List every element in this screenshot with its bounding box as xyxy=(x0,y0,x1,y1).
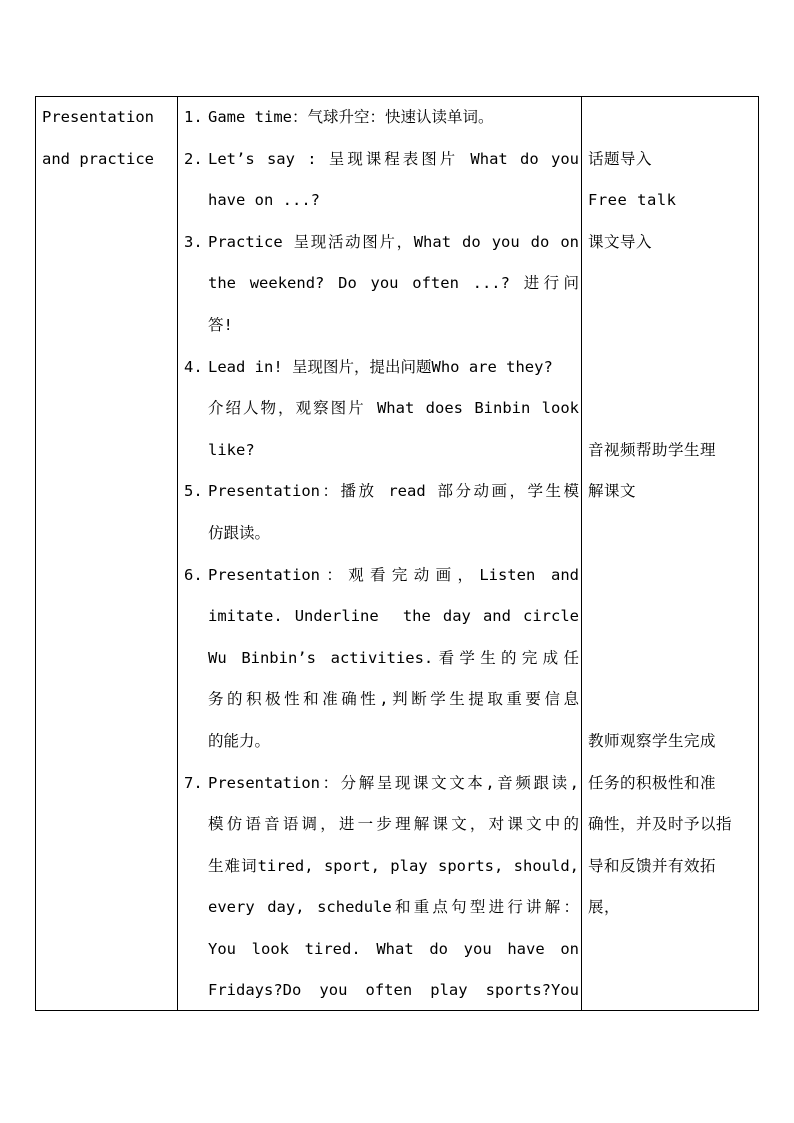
item-text-line: the weekend? Do you often ...? 进行问 xyxy=(208,274,579,293)
item-text-line: 模仿语音语调，进一步理解课文，对课文中的 xyxy=(208,815,579,834)
item-text-line: 务的积极性和准确性,判断学生提取重要信息 xyxy=(208,690,579,709)
purpose-line: 课文导入 xyxy=(588,232,653,251)
item-text-line: Game time：气球升空：快速认读单词。 xyxy=(208,108,494,126)
purpose-line: 导和反馈并有效拓 xyxy=(588,856,717,875)
activity-column xyxy=(184,97,579,1012)
item-text-line: Practice 呈现活动图片，What do you do on xyxy=(208,232,579,251)
activity-item xyxy=(184,763,579,1013)
purpose-line: Free talk xyxy=(588,191,677,210)
item-text-line: You look tired. What do you have on xyxy=(208,939,579,958)
purpose-column xyxy=(588,97,756,929)
item-number: 6. xyxy=(184,565,203,584)
item-text-line: 生难词tired, sport, play sports, should, xyxy=(208,856,579,875)
item-text-line: Wu Binbin’s activities.看学生的完成任 xyxy=(208,648,579,667)
item-text-line: imitate. Underline the day and circle xyxy=(208,607,579,626)
purpose-line: 任务的积极性和准 xyxy=(588,773,717,792)
purpose-line xyxy=(588,596,756,638)
activity-item xyxy=(184,471,579,554)
purpose-line xyxy=(588,679,756,721)
item-text-line: every day, schedule和重点句型进行讲解： xyxy=(208,898,579,917)
purpose-line: 展， xyxy=(588,898,621,917)
item-number: 2. xyxy=(184,149,203,168)
item-text-line: 介绍人物，观察图片 What does Binbin look xyxy=(208,399,579,418)
purpose-line: 音视频帮助学生理 xyxy=(588,440,717,459)
activity-item xyxy=(184,555,579,763)
item-number: 7. xyxy=(184,773,203,792)
item-text-line: like? xyxy=(208,440,255,459)
item-number: 1. xyxy=(184,108,203,126)
item-number: 4. xyxy=(184,357,203,376)
item-text-line: 仿跟读。 xyxy=(208,523,271,542)
item-text-line: Fridays?Do you often play sports?You xyxy=(208,981,579,1000)
stage-label-line: and practice xyxy=(42,149,154,168)
stage-column xyxy=(42,97,176,180)
stage-label-line: Presentation xyxy=(42,108,154,126)
item-text-line: Presentation：观看完动画，Listen and xyxy=(208,565,579,584)
item-number: 5. xyxy=(184,482,203,501)
item-text-line: 的能力。 xyxy=(208,731,271,750)
item-text-line: Let’s say : 呈现课程表图片 What do you xyxy=(208,149,579,168)
purpose-line xyxy=(588,263,756,305)
item-number: 3. xyxy=(184,232,203,251)
activity-item xyxy=(184,347,579,472)
item-text-line: Lead in! 呈现图片，提出问题Who are they? xyxy=(208,357,553,376)
purpose-line: 解课文 xyxy=(588,482,637,501)
activity-item xyxy=(184,139,579,222)
activity-item xyxy=(184,97,579,139)
item-text-line: 答! xyxy=(208,315,233,334)
item-text-line: have on ...? xyxy=(208,191,320,210)
column-divider xyxy=(581,97,582,1010)
column-divider xyxy=(177,97,178,1010)
purpose-line: 确性，并及时予以指 xyxy=(588,815,733,834)
purpose-line xyxy=(588,347,756,389)
purpose-line xyxy=(588,513,756,555)
purpose-line: 话题导入 xyxy=(588,149,653,168)
lesson-plan-table xyxy=(35,96,759,1011)
purpose-line xyxy=(588,97,756,139)
purpose-line xyxy=(588,305,756,347)
item-text-line: Presentation：播放 read 部分动画，学生模 xyxy=(208,482,579,501)
purpose-line xyxy=(588,555,756,597)
activity-item xyxy=(184,222,579,347)
purpose-line xyxy=(588,388,756,430)
purpose-line xyxy=(588,638,756,680)
purpose-line: 教师观察学生完成 xyxy=(588,731,717,750)
item-text-line: Presentation：分解呈现课文文本,音频跟读, xyxy=(208,773,579,792)
